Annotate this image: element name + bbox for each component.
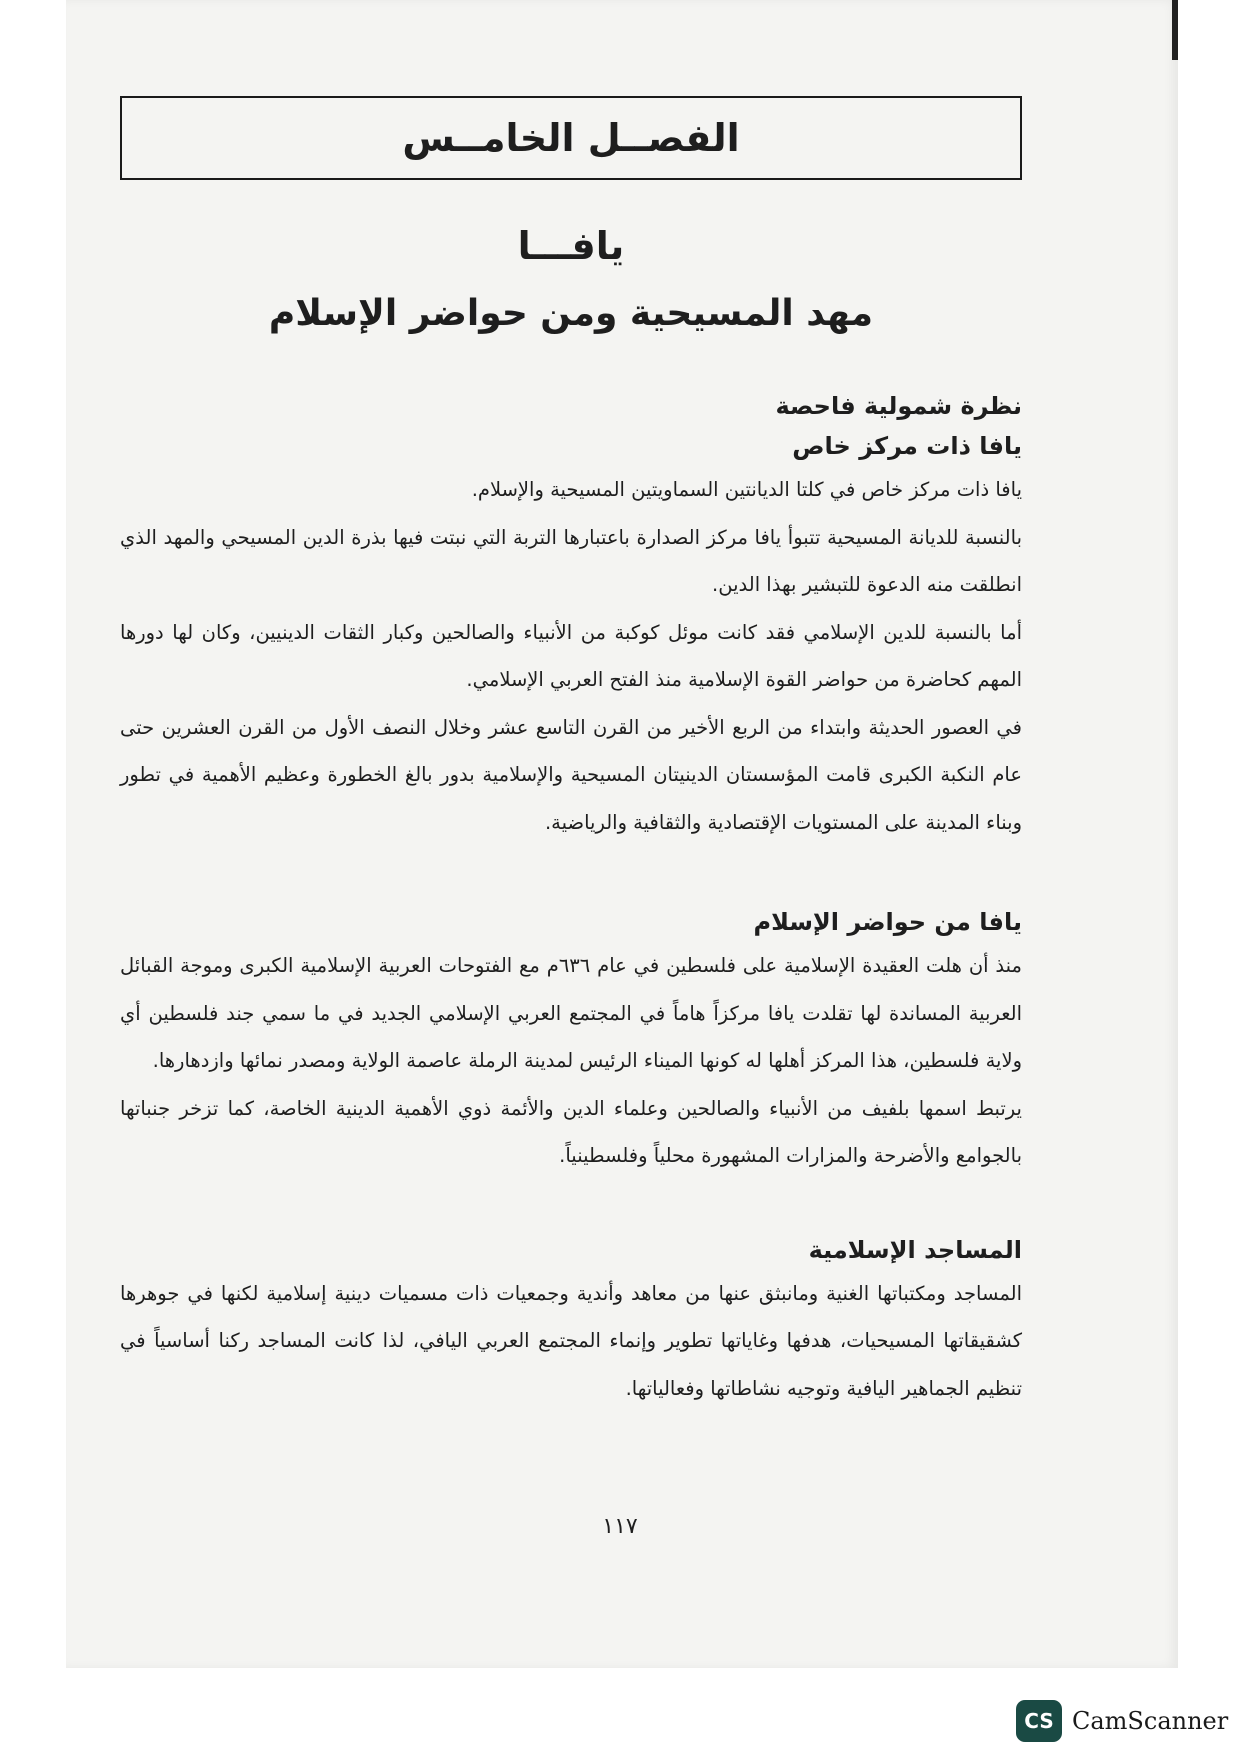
page-number: ١١٧ (602, 1514, 638, 1539)
paragraph: يافا ذات مركز خاص في كلتا الديانتين السماويتين المسيحية والإسلام. (471, 478, 1022, 501)
paragraph: منذ أن هلت العقيدة الإسلامية على فلسطين في عام ٦٣٦م مع الفتوحات العربية الإسلامية الكبرى وموجة القبائل العربية المساندة لها تقلدت يافا مركزاً هاماً في المجتمع العربي الإسلامي الجديد في ما سمي جند فلسطين أي ولاية فلسطين، هذا المركز أهلها له كونها الميناء الرئيس لمدينة الرملة عاصمة الولاية ومصدر نمائها وازدهارها. (120, 954, 1022, 1072)
book-spine-edge (1172, 0, 1178, 60)
mosques-heading: المساجد الإسلامية (808, 1235, 1022, 1264)
subtitle: مهد المسيحية ومن حواضر الإسلام (268, 293, 874, 334)
page-content (120, 96, 1022, 1412)
main-title: يافـــا (517, 224, 625, 268)
camscanner-logo-icon: CS (1016, 1700, 1062, 1742)
islamic-capital-heading: يافا من حواضر الإسلام (753, 908, 1022, 936)
camscanner-watermark (1016, 1700, 1228, 1742)
paragraph: بالنسبة للديانة المسيحية تتبوأ يافا مركز الصدارة باعتبارها التربة التي نبتت فيها بذرة الدين المسيحي والمهد الذي انطلقت منه الدعوة للتبشير بهذا الدين. (120, 525, 1022, 596)
special-status-heading: يافا ذات مركز خاص (792, 432, 1022, 460)
chapter-label: الفصــل الخامــس (402, 116, 740, 160)
chapter-header-box (120, 96, 1022, 180)
paragraph: يرتبط اسمها بلفيف من الأنبياء والصالحين وعلماء الدين والأئمة ذوي الأهمية الدينية الخاصة، كما تزخر جنباتها بالجوامع والأضرحة والمزارات المشهورة محلياً وفلسطينياً. (120, 1096, 1022, 1167)
overview-heading: نظرة شمولية فاحصة (775, 392, 1022, 420)
paragraph: أما بالنسبة للدين الإسلامي فقد كانت موئل كوكبة من الأنبياء والصالحين وكبار الثقات الدينيين، وكان لها دورها المهم كحاضرة من حواضر القوة الإسلامية منذ الفتح العربي الإسلامي. (120, 620, 1022, 691)
paragraph: في العصور الحديثة وابتداء من الربع الأخير من القرن التاسع عشر وخلال النصف الأول من القرن العشرين حتى عام النكبة الكبرى قامت المؤسستان الدينيتان المسيحية والإسلامية بدور بالغ الخطورة وعظيم الأهمية في تطور وبناء المدينة على المستويات الإقتصادية والثقافية والرياضية. (120, 715, 1022, 834)
paragraph: المساجد ومكتباتها الغنية ومانبثق عنها من معاهد وأندية وجمعيات ذات مسميات دينية إسلامية لكنها في جوهرها كشقيقاتها المسيحيات، هدفها وغاياتها تطوير وإنماء المجتمع العربي اليافي، لذا كانت المساجد ركنا أساسياً في تنظيم الجماهير اليافية وتوجيه نشاطاتها وفعالياتها. (120, 1281, 1022, 1400)
camscanner-brand-text: CamScanner (1072, 1707, 1229, 1735)
